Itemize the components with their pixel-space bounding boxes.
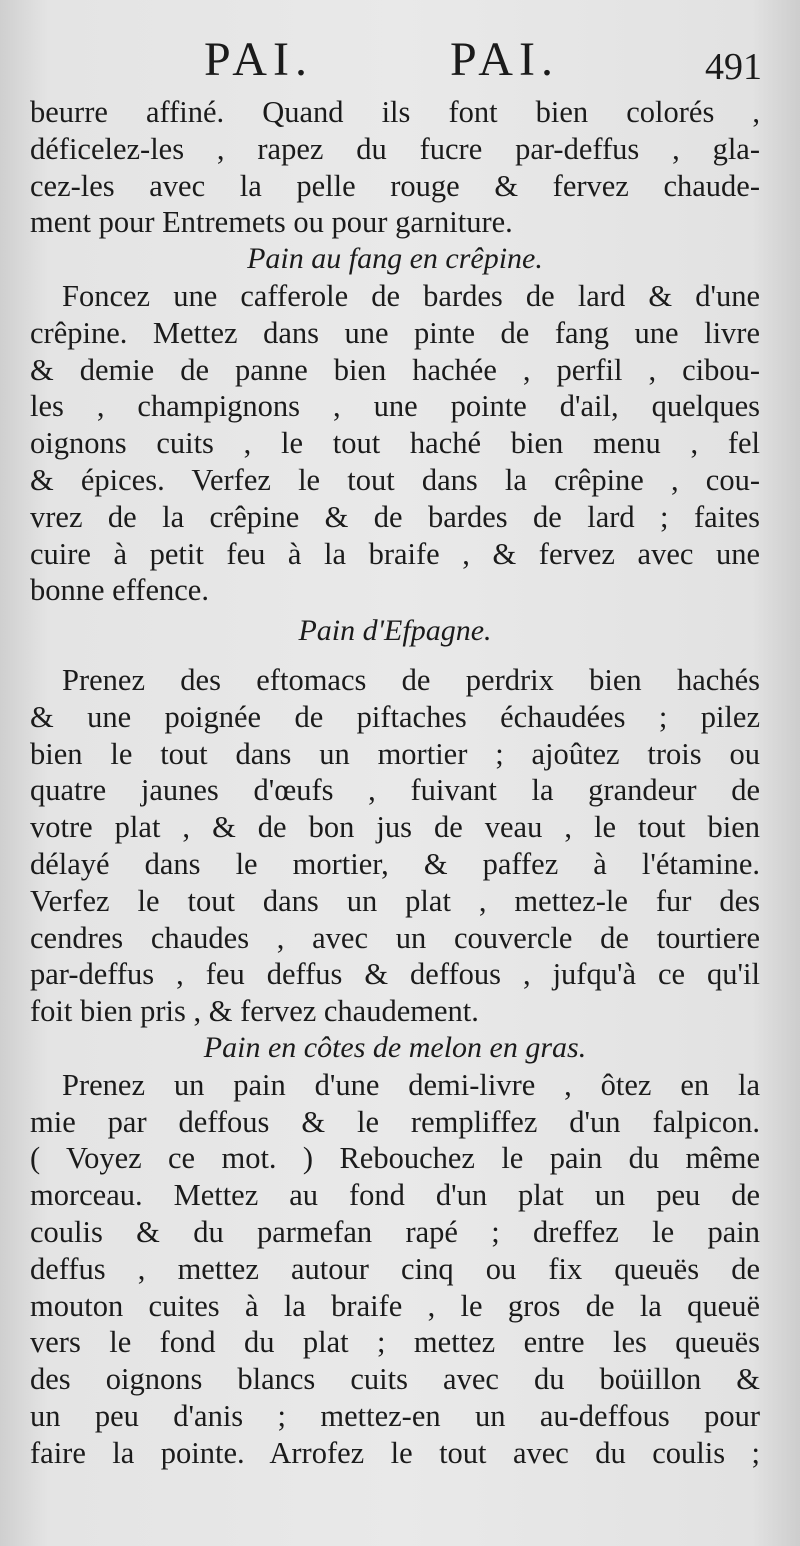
text-line: délayé dans le mortier, & paffez à l'étamine. (30, 846, 760, 881)
text-line: cez-les avec la pelle rouge & fervez chaude- (30, 168, 760, 203)
text-line: Foncez une cafferole de bardes de lard & d'une (62, 278, 760, 313)
continuation-paragraph (30, 94, 760, 241)
recipe-pain-au-sang (30, 278, 760, 609)
text-line: mouton cuites à la braife , le gros de la queuë (30, 1288, 760, 1323)
text-line: bien le tout dans un mortier ; ajoûtez trois ou (30, 736, 760, 771)
text-line: & demie de panne bien hachée , perfil , cibou- (30, 352, 760, 387)
text-line: les , champignons , une pointe d'ail, quelques (30, 389, 760, 424)
text-line: quatre jaunes d'œufs , fuivant la grandeur de (30, 773, 760, 808)
text-line: & une poignée de piftaches échaudées ; pilez (30, 699, 760, 734)
text-line: coulis & du parmefan rapé ; dreffez le pain (30, 1214, 760, 1249)
section-title-pain-en-cotes: Pain en côtes de melon en gras. (203, 1030, 587, 1064)
text-line: déficelez-les , rapez du fucre par-deffus , gla- (30, 131, 760, 166)
text-line: vers le fond du plat ; mettez entre les queuës (30, 1325, 760, 1360)
text-line: vrez de la crêpine & de bardes de lard ; faites (30, 499, 760, 534)
text-line: ( Voyez ce mot. ) Rebouchez le pain du même (30, 1141, 760, 1176)
text-line: Prenez des eftomacs de perdrix bien hachés (62, 662, 760, 697)
text-line: & épices. Verfez le tout dans la crêpine , cou- (30, 462, 760, 497)
page-number: 491 (705, 46, 762, 88)
text-line: Prenez un pain d'une demi-livre , ôtez en la (62, 1067, 760, 1102)
text-line: Verfez le tout dans un plat , mettez-le fur des (30, 883, 760, 918)
text-line: ment pour Entremets ou pour garniture. (30, 205, 513, 240)
text-line: faire la pointe. Arrofez le tout avec du coulis ; (30, 1435, 760, 1470)
running-header (30, 33, 762, 94)
text-line: foit bien pris , & fervez chaudement. (30, 994, 479, 1029)
text-line: cuire à petit feu à la braife , & fervez avec une (30, 536, 760, 571)
text-line: un peu d'anis ; mettez-en un au-deffous pour (30, 1398, 760, 1433)
text-line: mie par deffous & le rempliffez d'un falpicon. (30, 1104, 760, 1139)
text-line: par-deffus , feu deffus & deffous , jufqu'à ce qu'il (30, 957, 760, 992)
text-line: votre plat , & de bon jus de veau , le tout bien (30, 810, 760, 845)
recipe-pain-en-cotes (30, 1067, 760, 1472)
running-headword-right: PAI. (450, 33, 559, 86)
section-title-pain-au-sang: Pain au fang en crêpine. (247, 242, 543, 276)
text-line: deffus , mettez autour cinq ou fix queuës de (30, 1251, 760, 1286)
text-line: des oignons blancs cuits avec du boüillon & (30, 1362, 760, 1397)
recipe-pain-d-espagne (30, 662, 760, 1030)
section-title-pain-d-espagne: Pain d'Efpagne. (298, 614, 492, 648)
text-line: beurre affiné. Quand ils font bien colorés , (30, 95, 760, 129)
text-line: bonne effence. (30, 573, 209, 608)
text-line: morceau. Mettez au fond d'un plat un peu de (30, 1178, 760, 1213)
text-line: oignons cuits , le tout haché bien menu , fel (30, 426, 760, 461)
running-headword-left: PAI. (204, 33, 313, 86)
text-line: crêpine. Mettez dans une pinte de fang une livre (30, 315, 760, 350)
text-line: cendres chaudes , avec un couvercle de tourtiere (30, 920, 760, 955)
